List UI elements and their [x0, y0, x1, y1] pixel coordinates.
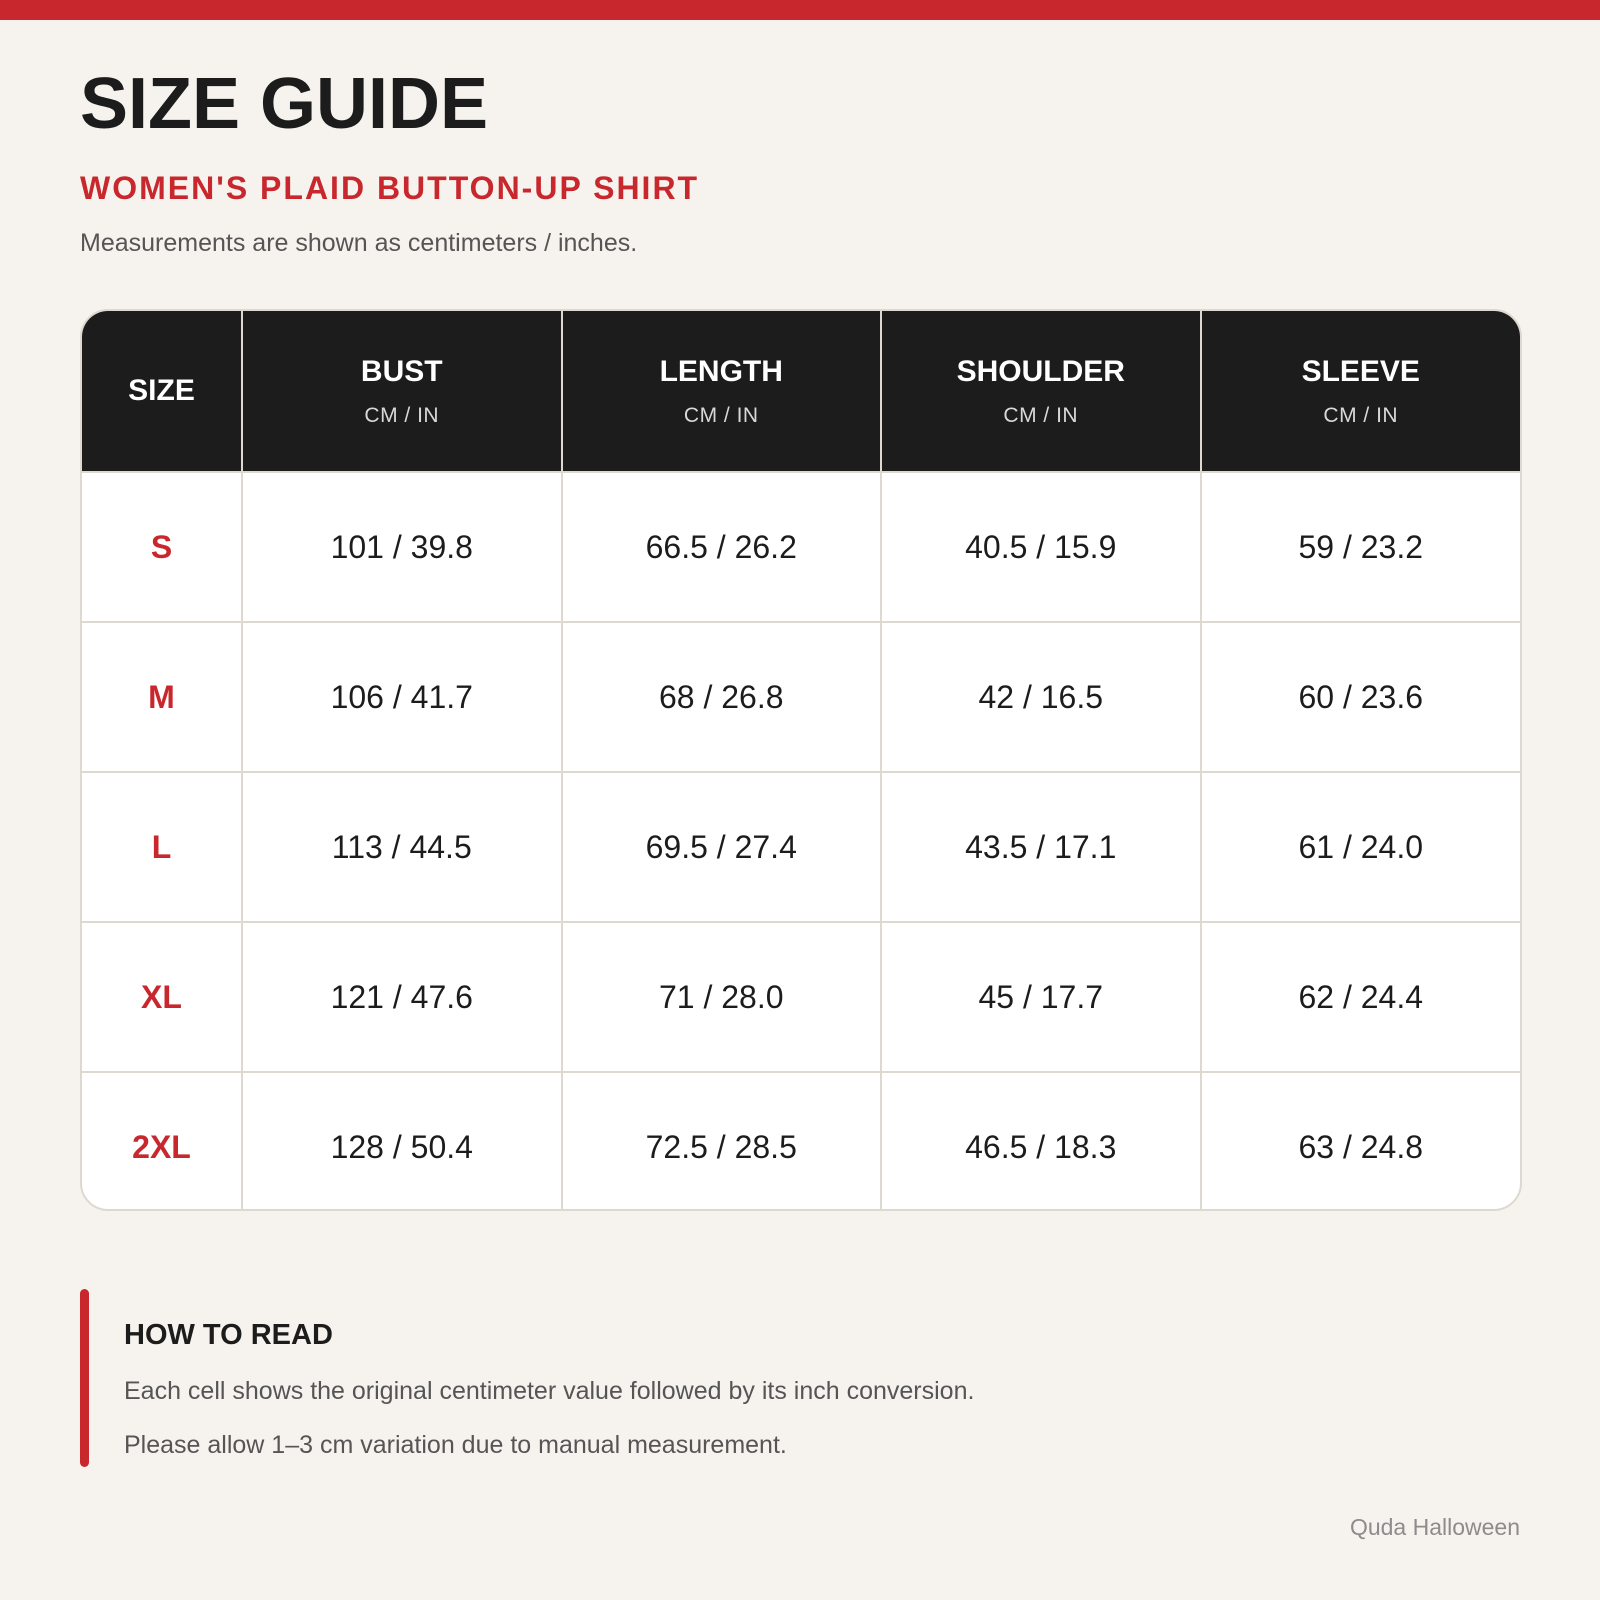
column-header-label: LENGTH — [659, 355, 783, 388]
column-header-label: BUST — [360, 355, 443, 388]
sleeve-cell: 63 / 24.8 — [1201, 1072, 1521, 1211]
accent-stripe — [80, 1289, 89, 1467]
size-cell: M — [82, 622, 242, 772]
size-cell: S — [82, 472, 242, 622]
length-cell: 69.5 / 27.4 — [562, 772, 882, 922]
how-to-read-title: HOW TO READ — [124, 1319, 333, 1351]
column-header-label: SLEEVE — [1301, 355, 1420, 388]
shoulder-cell: 42 / 16.5 — [881, 622, 1201, 772]
length-cell: 68 / 26.8 — [562, 622, 882, 772]
column-header-sleeve — [1201, 311, 1521, 472]
column-header-bust — [242, 311, 562, 472]
column-header-size — [82, 311, 242, 472]
how-to-read-panel — [80, 1289, 1380, 1467]
size-cell: XL — [82, 922, 242, 1072]
units-note: Measurements are shown as centimeters / inches. — [80, 229, 638, 257]
table-header-row — [82, 311, 1520, 472]
bust-cell: 121 / 47.6 — [242, 922, 562, 1072]
sleeve-cell: 62 / 24.4 — [1201, 922, 1521, 1072]
shoulder-cell: 45 / 17.7 — [881, 922, 1201, 1072]
how-to-read-line: Please allow 1–3 cm variation due to manual measurement. — [124, 1431, 787, 1459]
top-accent-bar — [0, 0, 1600, 20]
how-to-read-line: Each cell shows the original centimeter value followed by its inch conversion. — [124, 1377, 975, 1405]
brand-label: Quda Halloween — [1349, 1514, 1520, 1540]
bust-cell: 128 / 50.4 — [242, 1072, 562, 1211]
bust-cell: 106 / 41.7 — [242, 622, 562, 772]
page-title: SIZE GUIDE — [80, 64, 489, 144]
column-header-unit: CM / IN — [364, 404, 440, 427]
length-cell: 71 / 28.0 — [562, 922, 882, 1072]
bust-cell: 101 / 39.8 — [242, 472, 562, 622]
table-row — [82, 772, 1520, 922]
shoulder-cell: 46.5 / 18.3 — [881, 1072, 1201, 1211]
bust-cell: 113 / 44.5 — [242, 772, 562, 922]
size-cell: L — [82, 772, 242, 922]
shoulder-cell: 40.5 / 15.9 — [881, 472, 1201, 622]
length-cell: 72.5 / 28.5 — [562, 1072, 882, 1211]
sleeve-cell: 59 / 23.2 — [1201, 472, 1521, 622]
column-header-unit: CM / IN — [1323, 404, 1399, 427]
size-cell: 2XL — [82, 1072, 242, 1211]
sleeve-cell: 60 / 23.6 — [1201, 622, 1521, 772]
size-table-container — [80, 309, 1522, 1211]
table-row — [82, 472, 1520, 622]
size-table — [82, 311, 1520, 1211]
length-cell: 66.5 / 26.2 — [562, 472, 882, 622]
table-row — [82, 622, 1520, 772]
table-row — [82, 922, 1520, 1072]
shoulder-cell: 43.5 / 17.1 — [881, 772, 1201, 922]
column-header-shoulder — [881, 311, 1201, 472]
column-header-label: SHOULDER — [956, 355, 1125, 388]
column-header-label: SIZE — [128, 374, 195, 407]
column-header-unit: CM / IN — [683, 404, 759, 427]
sleeve-cell: 61 / 24.0 — [1201, 772, 1521, 922]
column-header-unit: CM / IN — [1003, 404, 1079, 427]
column-header-length — [562, 311, 882, 472]
product-subtitle: WOMEN'S PLAID BUTTON-UP SHIRT — [80, 170, 700, 206]
table-row — [82, 1072, 1520, 1211]
